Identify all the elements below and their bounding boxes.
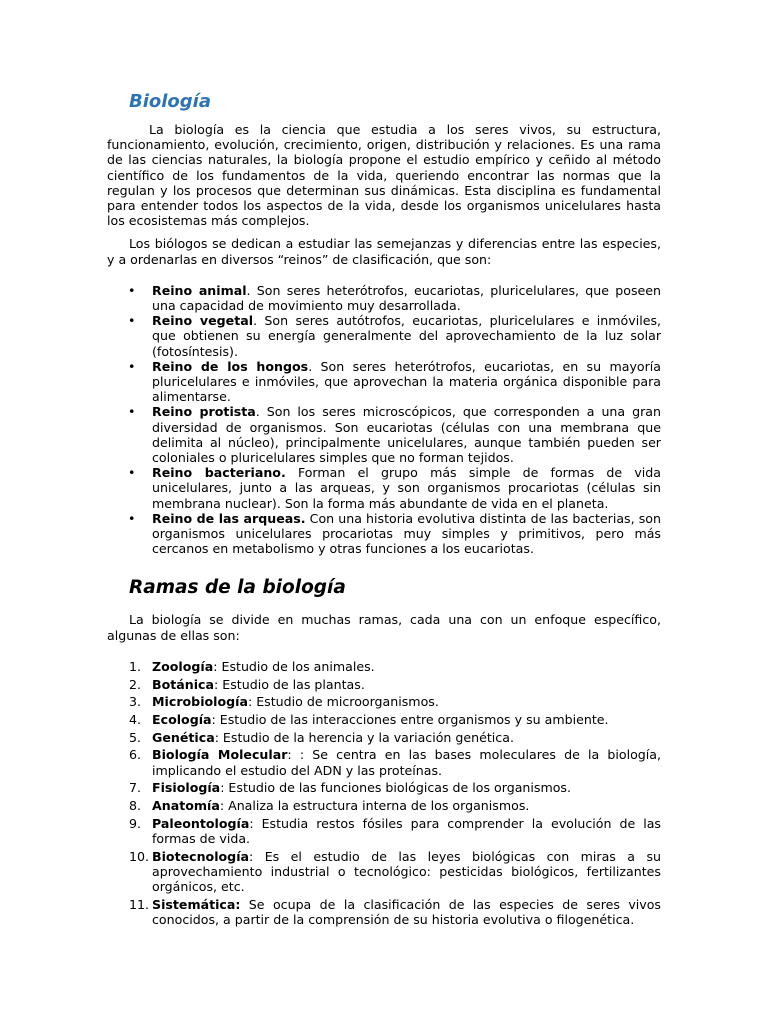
branch-term: Anatomía	[152, 798, 220, 814]
bullet: •	[128, 358, 136, 374]
branch-description: : Estudio de las plantas.	[214, 676, 365, 692]
list-item	[107, 730, 661, 745]
branch-term: Sistemática:	[152, 896, 241, 912]
list-item	[107, 747, 661, 777]
list-item	[107, 849, 661, 895]
item-number: 1.	[129, 658, 142, 674]
list-item	[107, 897, 661, 927]
item-number: 8.	[129, 798, 142, 814]
branch-description: : Estudio de las interacciones entre organismos y su ambiente.	[211, 712, 609, 727]
section-title-ramas: Ramas de la biología	[129, 577, 346, 599]
branch-term: Biología Molecular	[152, 747, 288, 763]
bullet: •	[128, 510, 136, 526]
item-number: 2.	[129, 676, 142, 692]
list-item	[107, 659, 661, 674]
list-item	[107, 677, 661, 692]
branch-description: : Estudio de las funciones biológicas de los organismos.	[220, 780, 571, 796]
list-item	[107, 283, 661, 313]
kingdom-term: Reino de los hongos	[152, 358, 309, 374]
branch-term: Fisiología	[152, 780, 221, 796]
branch-term: Ecología	[152, 712, 212, 727]
bullet: •	[128, 313, 136, 329]
section-spacer	[107, 556, 661, 576]
list-item	[107, 313, 661, 359]
branch-term: Microbiología	[152, 694, 248, 710]
kingdom-term: Reino vegetal	[152, 313, 254, 329]
item-number: 4.	[129, 712, 142, 727]
kingdom-term: Reino animal	[152, 282, 247, 298]
document-body	[107, 90, 661, 930]
list-item	[107, 712, 661, 727]
bullet: •	[128, 404, 136, 420]
kingdom-description: Forman el grupo más simple de formas de vida unicelulares, junto a las arqueas, y son organismos procariotas (células sin membrana nuclear). Son la forma más abundante de vida en el planeta.	[152, 465, 661, 511]
kingdom-description: . Son seres heterótrofos, eucariotas, pluricelulares, que poseen una capacidad de movimiento muy desarrollada.	[152, 282, 662, 314]
list-item	[107, 359, 661, 405]
kingdom-description: Con una historia evolutiva distinta de las bacterias, son organismos unicelulares procariotas muy simples y primitivos, pero más cercanos en metabolismo y otras funciones a los eucariotas.	[152, 510, 661, 557]
branch-description: : Estudio de los animales.	[213, 658, 375, 674]
list-item	[107, 816, 661, 846]
kingdom-description: . Son los seres microscópicos, que corresponden a una gran diversidad de organismos. Son eucariotas (células con una membrana que delimita al núcleo), principalmente unicelulares, aunque también pueden ser coloniales o pluricelulares simples que no forman tejidos.	[152, 404, 661, 466]
bullet: •	[128, 465, 136, 481]
list-item	[107, 694, 661, 709]
item-number: 6.	[129, 747, 142, 763]
item-number: 9.	[129, 815, 142, 831]
branch-term: Zoología	[152, 658, 214, 674]
kingdom-description: . Son seres autótrofos, eucariotas, pluricelulares e inmóviles, que obtienen su energía generalmente del aprovechamiento de la luz solar (fotosíntesis).	[152, 313, 662, 359]
branch-description: : Estudio de la herencia y la variación genética.	[214, 729, 514, 745]
list-item	[107, 780, 661, 795]
item-number: 11.	[129, 896, 150, 912]
branch-description: : : Se centra en las bases moleculares de la biología, implicando el estudio del ADN y las proteínas.	[152, 747, 661, 778]
list-item	[107, 511, 661, 557]
item-number: 7.	[129, 780, 142, 796]
bullet: •	[128, 282, 136, 298]
list-item	[107, 798, 661, 813]
kingdoms-list	[107, 283, 661, 557]
branches-intro-paragraph: La biología se divide en muchas ramas, cada una con un enfoque específico, algunas de ellas son:	[107, 612, 661, 643]
branch-description: : Es el estudio de las leyes biológicas con miras a su aprovechamiento industrial o tecnológico: pesticidas biológicos, fertilizantes orgánicos, etc.	[152, 848, 661, 895]
item-number: 3.	[129, 694, 142, 710]
branch-term: Paleontología	[152, 815, 250, 831]
intro-paragraph: La biología es la ciencia que estudia a los seres vivos, su estructura, funcionamiento, evolución, crecimiento, origen, distribución y relaciones. Es una rama de las ciencias naturales, la biología propone el estudio empírico y ceñido al método científico de los fundamentos de la vida, queriendo encontrar las normas que la regulan y los procesos que determinan sus dinámicas. Esta disciplina es fundamental para entender todos los aspectos de la vida, desde los organismos unicelulares hasta los ecosistemas más complejos.	[107, 122, 661, 229]
branch-description: Se ocupa de la clasificación de las especies de seres vivos conocidos, a partir de la comprensión de su historia evolutiva o filogenética.	[152, 896, 661, 927]
branch-description: : Estudio de microorganismos.	[247, 694, 439, 710]
branch-description: : Analiza la estructura interna de los organismos.	[219, 798, 530, 814]
kingdoms-intro-paragraph: Los biólogos se dedican a estudiar las semejanzas y diferencias entre las especies, y a ordenarlas en diversos “reinos” de clasificación, que son:	[107, 236, 661, 267]
kingdom-term: Reino bacteriano.	[152, 465, 286, 481]
item-number: 5.	[129, 729, 142, 745]
branches-list	[107, 659, 661, 927]
branch-term: Biotecnología	[152, 848, 250, 864]
list-item	[107, 465, 661, 511]
branch-term: Genética	[152, 729, 215, 745]
section-title-biologia: Biología	[129, 91, 211, 112]
kingdom-term: Reino de las arqueas.	[152, 510, 306, 526]
branch-description: : Estudia restos fósiles para comprender la evolución de las formas de vida.	[152, 815, 661, 846]
item-number: 10.	[129, 848, 150, 864]
kingdom-description: . Son seres heterótrofos, eucariotas, en su mayoría pluricelulares e inmóviles, que aprovechan la materia orgánica disponible para alimentarse.	[152, 358, 661, 405]
kingdom-term: Reino protista	[152, 404, 256, 420]
branch-term: Botánica	[152, 676, 215, 692]
list-item	[107, 404, 661, 465]
